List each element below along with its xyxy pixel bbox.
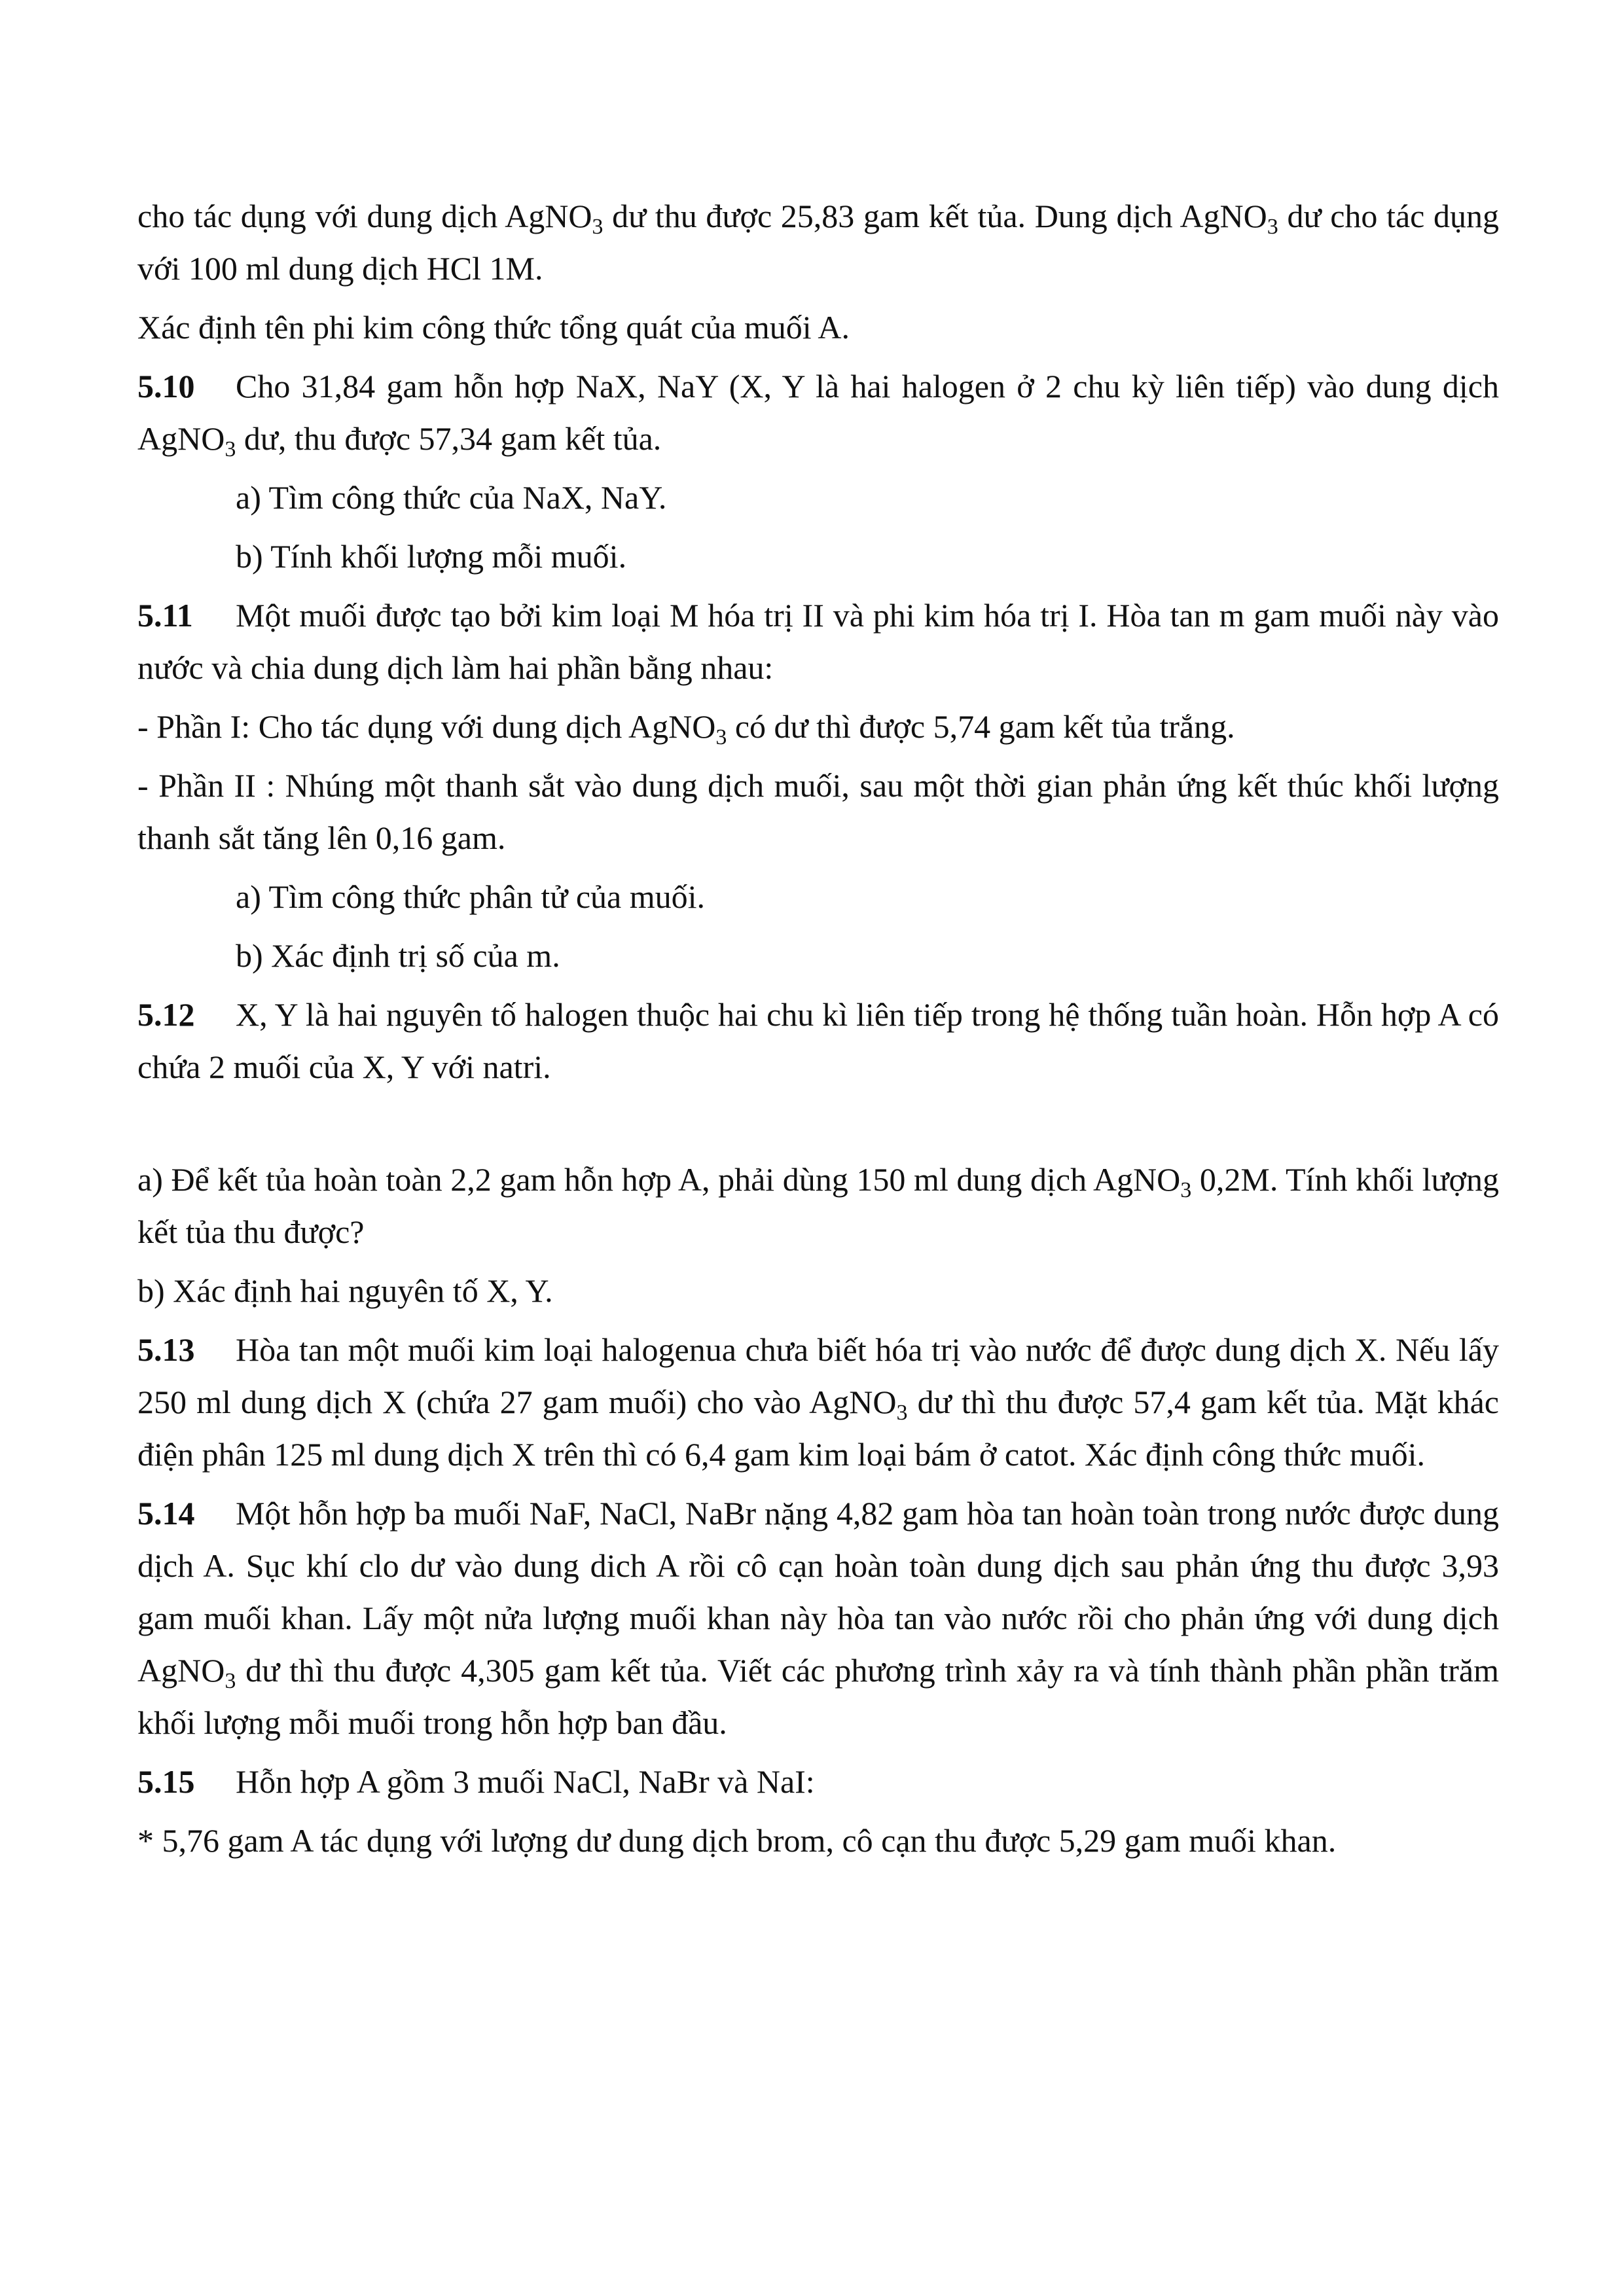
- sub-question: b) Xác định trị số của m.: [236, 937, 560, 974]
- problem-5-15: 5.15 Hỗn hợp A gồm 3 muối NaCl, NaBr và NaI:: [137, 1755, 1499, 1808]
- part-two: - Phần II : Nhúng một thanh sắt vào dung dịch muối, sau một thời gian phản ứng kết thúc khối lượng thanh sắt tăng lên 0,16 gam.: [137, 767, 1499, 856]
- sub-question: a) Tìm công thức của NaX, NaY.: [236, 479, 667, 516]
- problem-number: 5.10: [137, 368, 195, 404]
- sub-question: b) Tính khối lượng mỗi muối.: [236, 538, 627, 575]
- problem-5-12: 5.12 X, Y là hai nguyên tố halogen thuộc hai chu kì liên tiếp trong hệ thống tuần hoàn. Hỗn hợp A có chứa 2 muối của X, Y với natri.: [137, 988, 1499, 1093]
- problem-5-10: 5.10 Cho 31,84 gam hỗn hợp NaX, NaY (X, Y là hai halogen ở 2 chu kỳ liên tiếp) vào dung dịch AgNO$_3$ dư, thu được 57,34 gam kết tủa.: [137, 360, 1499, 465]
- blank-gap: [137, 1100, 1499, 1153]
- part-one: - Phần I: Cho tác dụng với dung dịch AgNO$_3$ có dư thì được 5,74 gam kết tủa trắng.: [137, 708, 1235, 749]
- problem-number: 5.11: [137, 597, 193, 634]
- paragraph-question: Xác định tên phi kim công thức tổng quát của muối A.: [137, 309, 850, 346]
- paragraph-continuation: cho tác dụng với dung dịch AgNO$_3$ dư thu được 25,83 gam kết tủa. Dung dịch AgNO$_3$ dư cho tác dụng với 100 ml dung dịch HCl 1M.: [137, 198, 1499, 287]
- sub-question: a) Tìm công thức phân tử của muối.: [236, 878, 705, 915]
- problem-5-11: 5.11 Một muối được tạo bởi kim loại M hóa trị II và phi kim hóa trị I. Hòa tan m gam muối này vào nước và chia dung dịch làm hai phần bằng nhau:: [137, 589, 1499, 694]
- problem-number: 5.12: [137, 996, 195, 1033]
- problem-5-13: 5.13 Hòa tan một muối kim loại halogenua chưa biết hóa trị vào nước để được dung dịch X. Nếu lấy 250 ml dung dịch X (chứa 27 gam muối) cho vào AgNO$_3$ dư thì thu được 57,4 gam kết tủa. Mặt khác điện phân 125 ml dung dịch X trên thì có 6,4 gam kim loại bám ở catot. Xác định công thức muối.: [137, 1323, 1499, 1480]
- sub-question: a) Để kết tủa hoàn toàn 2,2 gam hỗn hợp A, phải dùng 150 ml dung dịch AgNO$_3$ 0,2M. Tính khối lượng kết tủa thu được?: [137, 1161, 1499, 1250]
- problem-number: 5.15: [137, 1763, 195, 1800]
- bullet-item: * 5,76 gam A tác dụng với lượng dư dung dịch brom, cô cạn thu được 5,29 gam muối khan.: [137, 1822, 1337, 1859]
- problem-number: 5.14: [137, 1495, 195, 1532]
- problem-5-14: 5.14 Một hỗn hợp ba muối NaF, NaCl, NaBr nặng 4,82 gam hòa tan hoàn toàn trong nước được dung dịch A. Sục khí clo dư vào dung dich A rồi cô cạn hoàn toàn dung dịch sau phản ứng thu được 3,93 gam muối khan. Lấy một nửa lượng muối khan này hòa tan vào nước rồi cho phản ứng với dung dịch AgNO$_3$ dư thì thu được 4,305 gam kết tủa. Viết các phương trình xảy ra và tính thành phần phần trăm khối lượng mỗi muối trong hỗn hợp ban đầu.: [137, 1487, 1499, 1749]
- sub-question: b) Xác định hai nguyên tố X, Y.: [137, 1272, 553, 1309]
- document-page: [137, 190, 1499, 1873]
- problem-number: 5.13: [137, 1331, 195, 1368]
